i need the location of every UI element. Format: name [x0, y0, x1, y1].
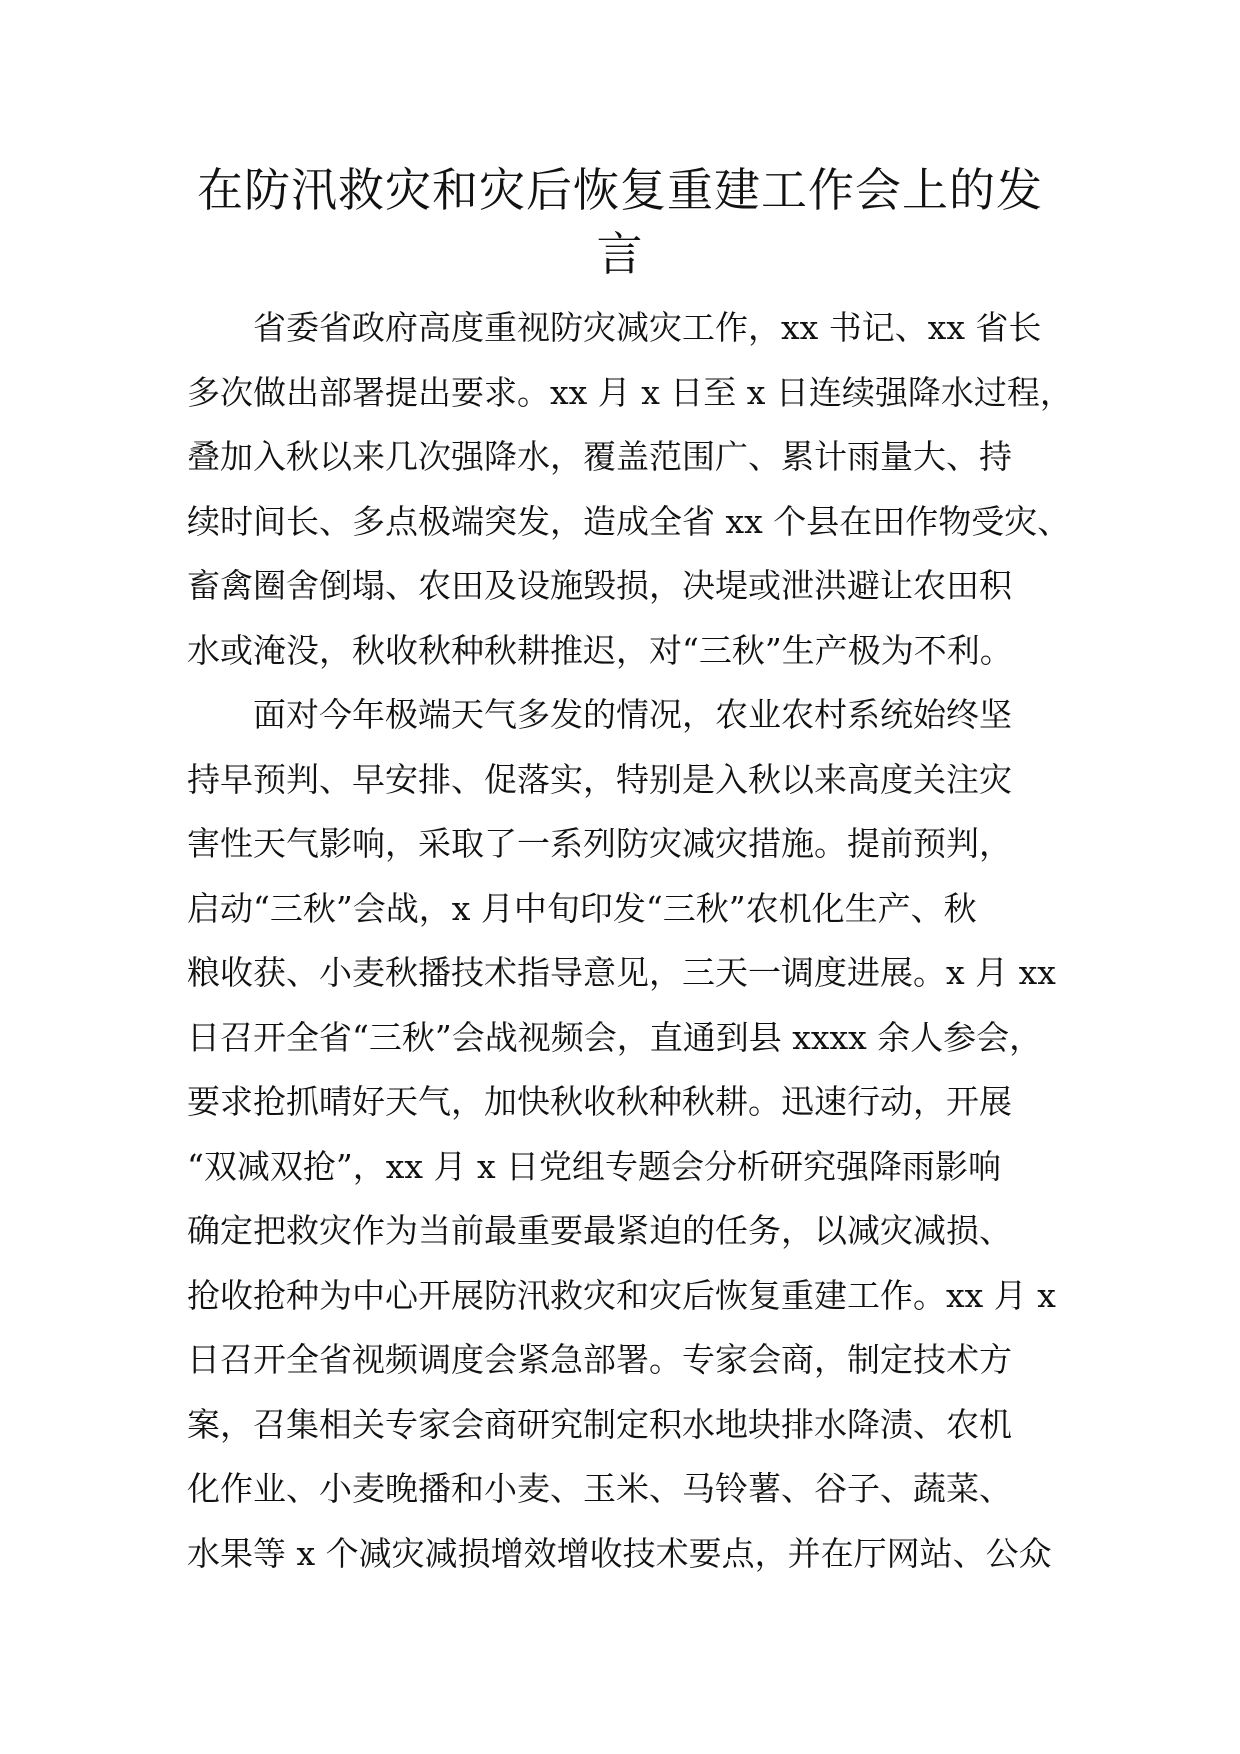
paragraph-line: 省委省政府高度重视防灾减灾工作，xx 书记、xx 省长 — [253, 308, 1042, 347]
paragraph-line: 续时间长、多点极端突发，造成全省 xx 个县在田作物受灾、 — [187, 501, 1071, 541]
paragraph-line: 粮收获、小麦秋播技术指导意见，三天一调度进展。x 月 xx — [187, 953, 1056, 992]
paragraph-line: 确定把救灾作为当前最重要最紧迫的任务，以减灾减损、 — [187, 1211, 1012, 1250]
paragraph-line: 抢收抢种为中心开展防汛救灾和灾后恢复重建工作。xx 月 x — [187, 1275, 1056, 1315]
title-line: 言 — [596, 227, 644, 281]
paragraph-2 — [187, 683, 1087, 1586]
paragraph-line: 化作业、小麦晚播和小麦、玉米、马铃薯、谷子、蔬菜、 — [187, 1469, 1012, 1508]
paragraph-line: 叠加入秋以来几次强降水，覆盖范围广、累计雨量大、持 — [187, 437, 1012, 476]
paragraph-line: 多次做出部署提出要求。xx 月 x 日至 x 日连续强降水过程， — [187, 372, 1073, 412]
paragraph-line: 害性天气影响，采取了一系列防灾减灾措施。提前预判， — [187, 824, 1012, 863]
paragraph-line: 案，召集相关专家会商研究制定积水地块排水降渍、农机 — [187, 1404, 1012, 1444]
paragraph-line: 水果等 x 个减灾减损增效增收技术要点，并在厅网站、公众 — [187, 1533, 1052, 1573]
paragraph-1 — [187, 296, 1087, 683]
paragraph-line: 面对今年极端天气多发的情况，农业农村系统始终坚 — [253, 695, 1012, 734]
paragraph-line: 日召开全省“三秋”会战视频会，直通到县 xxxx 余人参会， — [187, 1017, 1043, 1057]
paragraph-line: 畜禽圈舍倒塌、农田及设施毁损，决堤或泄洪避让农田积 — [187, 566, 1012, 605]
paragraph-line: 启动“三秋”会战，x 月中旬印发“三秋”农机化生产、秋 — [187, 888, 977, 928]
document-body — [187, 296, 1087, 1586]
paragraph-line: “双减双抢”，xx 月 x 日党组专题会分析研究强降雨影响 — [187, 1146, 1002, 1186]
paragraph-line: 日召开全省视频调度会紧急部署。专家会商，制定技术方 — [187, 1340, 1012, 1379]
document-title — [150, 158, 1090, 286]
paragraph-line: 水或淹没，秋收秋种秋耕推迟，对“三秋”生产极为不利。 — [187, 630, 1013, 670]
title-line: 在防汛救灾和灾后恢复重建工作会上的发 — [197, 163, 1043, 217]
paragraph-line: 持早预判、早安排、促落实，特别是入秋以来高度关注灾 — [187, 759, 1012, 799]
paragraph-line: 要求抢抓晴好天气，加快秋收秋种秋耕。迅速行动，开展 — [187, 1082, 1012, 1121]
